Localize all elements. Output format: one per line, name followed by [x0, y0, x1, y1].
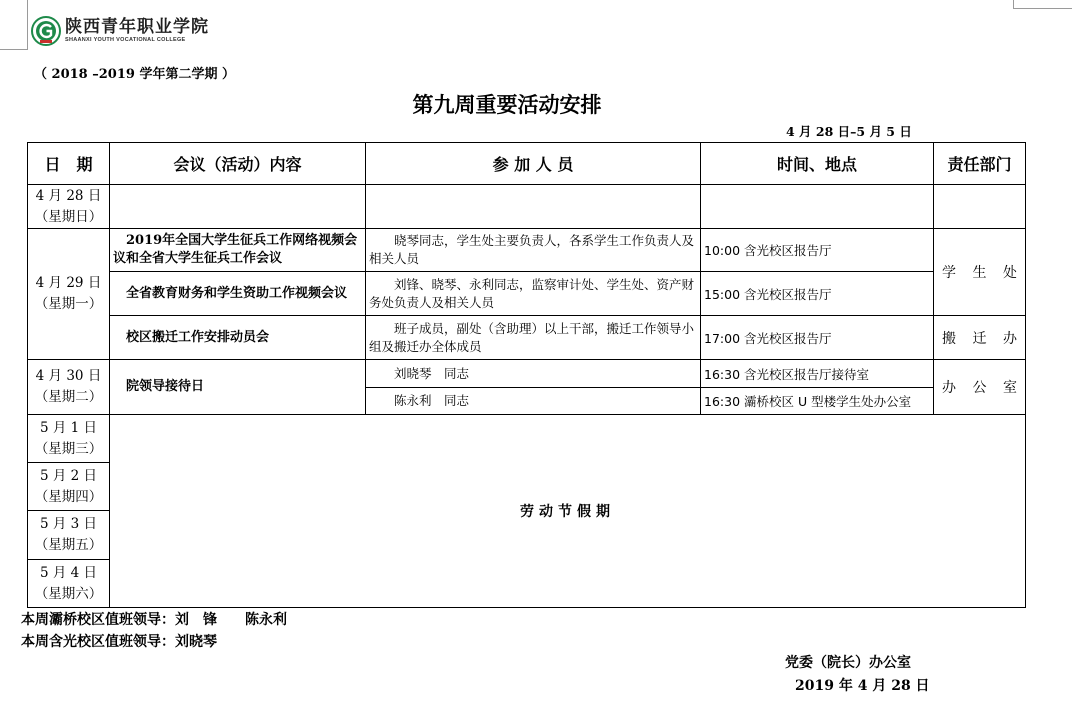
participants-cell: 陈永利 同志 — [366, 388, 701, 415]
time-place-cell: 15:00 含光校区报告厅 — [701, 272, 934, 316]
college-logo — [31, 14, 209, 48]
date-cell: 4 月 28 日 （星期日） — [28, 185, 110, 229]
header-content: 会议（活动）内容 — [110, 143, 366, 185]
crop-mark-top-left-v — [27, 0, 28, 50]
semester-label: （ 2018 –2019 学年第二学期 ） — [34, 67, 235, 82]
time-place-cell: 16:30 灞桥校区 U 型楼学生处办公室 — [701, 388, 934, 415]
header-time-place: 时间、地点 — [701, 143, 934, 185]
participants-cell: 刘锋、晓琴、永利同志，监察审计处、学生处、资产财务处负责人及相关人员 — [366, 272, 701, 316]
holiday-cell: 劳动节假期 — [110, 415, 1026, 608]
participants-cell: 刘晓琴 同志 — [366, 360, 701, 388]
college-emblem-icon — [31, 16, 61, 46]
table-row — [28, 185, 1026, 229]
document-title: 第九周重要活动安排 — [412, 92, 602, 117]
time-place-cell — [701, 185, 934, 229]
date-cell: 4 月 30 日 （星期二） — [28, 360, 110, 415]
college-name-en: SHAANXI YOUTH VOCATIONAL COLLEGE — [65, 36, 186, 43]
table-row — [28, 272, 1026, 316]
date-range: 4 月 28 日–5 月 5 日 — [786, 124, 912, 139]
table-row — [28, 229, 1026, 272]
date-cell: 5 月 3 日 （星期五） — [28, 511, 110, 560]
participants-cell — [366, 185, 701, 229]
schedule-table — [27, 142, 1026, 608]
issue-date: 2019 年 4 月 28 日 — [795, 678, 930, 694]
content-cell: 校区搬迁工作安排动员会 — [110, 316, 366, 360]
crop-mark-top-left-h — [0, 49, 28, 50]
content-cell — [110, 185, 366, 229]
table-row — [28, 415, 1026, 463]
date-cell: 5 月 1 日 （星期三） — [28, 415, 110, 463]
date-cell: 4 月 29 日 （星期一） — [28, 229, 110, 360]
college-name-cn: 陕西青年职业学院 — [65, 16, 209, 37]
duty-leader-hanguang: 本周含光校区值班领导：刘晓琴 — [21, 634, 217, 650]
department-cell: 搬迁办 — [934, 316, 1026, 360]
department-cell: 学生处 — [934, 229, 1026, 316]
time-place-cell: 17:00 含光校区报告厅 — [701, 316, 934, 360]
participants-cell: 班子成员，副处（含助理）以上干部，搬迁工作领导小组及搬迁办全体成员 — [366, 316, 701, 360]
issuing-office: 党委（院长）办公室 — [785, 655, 911, 671]
content-cell: 院领导接待日 — [110, 360, 366, 415]
time-place-cell: 16:30 含光校区报告厅接待室 — [701, 360, 934, 388]
date-cell: 5 月 2 日 （星期四） — [28, 463, 110, 511]
participants-cell: 晓琴同志，学生处主要负责人，各系学生工作负责人及相关人员 — [366, 229, 701, 272]
table-row — [28, 316, 1026, 360]
table-header-row — [28, 143, 1026, 185]
header-participants: 参 加 人 员 — [366, 143, 701, 185]
department-cell — [934, 185, 1026, 229]
content-cell: 全省教育财务和学生资助工作视频会议 — [110, 272, 366, 316]
date-cell: 5 月 4 日 （星期六） — [28, 560, 110, 608]
header-department: 责任部门 — [934, 143, 1026, 185]
time-place-cell: 10:00 含光校区报告厅 — [701, 229, 934, 272]
table-row — [28, 360, 1026, 388]
duty-leader-baqiao: 本周灞桥校区值班领导：刘 锋 陈永利 — [21, 612, 287, 628]
department-cell: 办公室 — [934, 360, 1026, 415]
header-date: 日 期 — [28, 143, 110, 185]
crop-mark-top-right-h — [1013, 8, 1072, 9]
content-cell: 2019年全国大学生征兵工作网络视频会议和全省大学生征兵工作会议 — [110, 229, 366, 272]
